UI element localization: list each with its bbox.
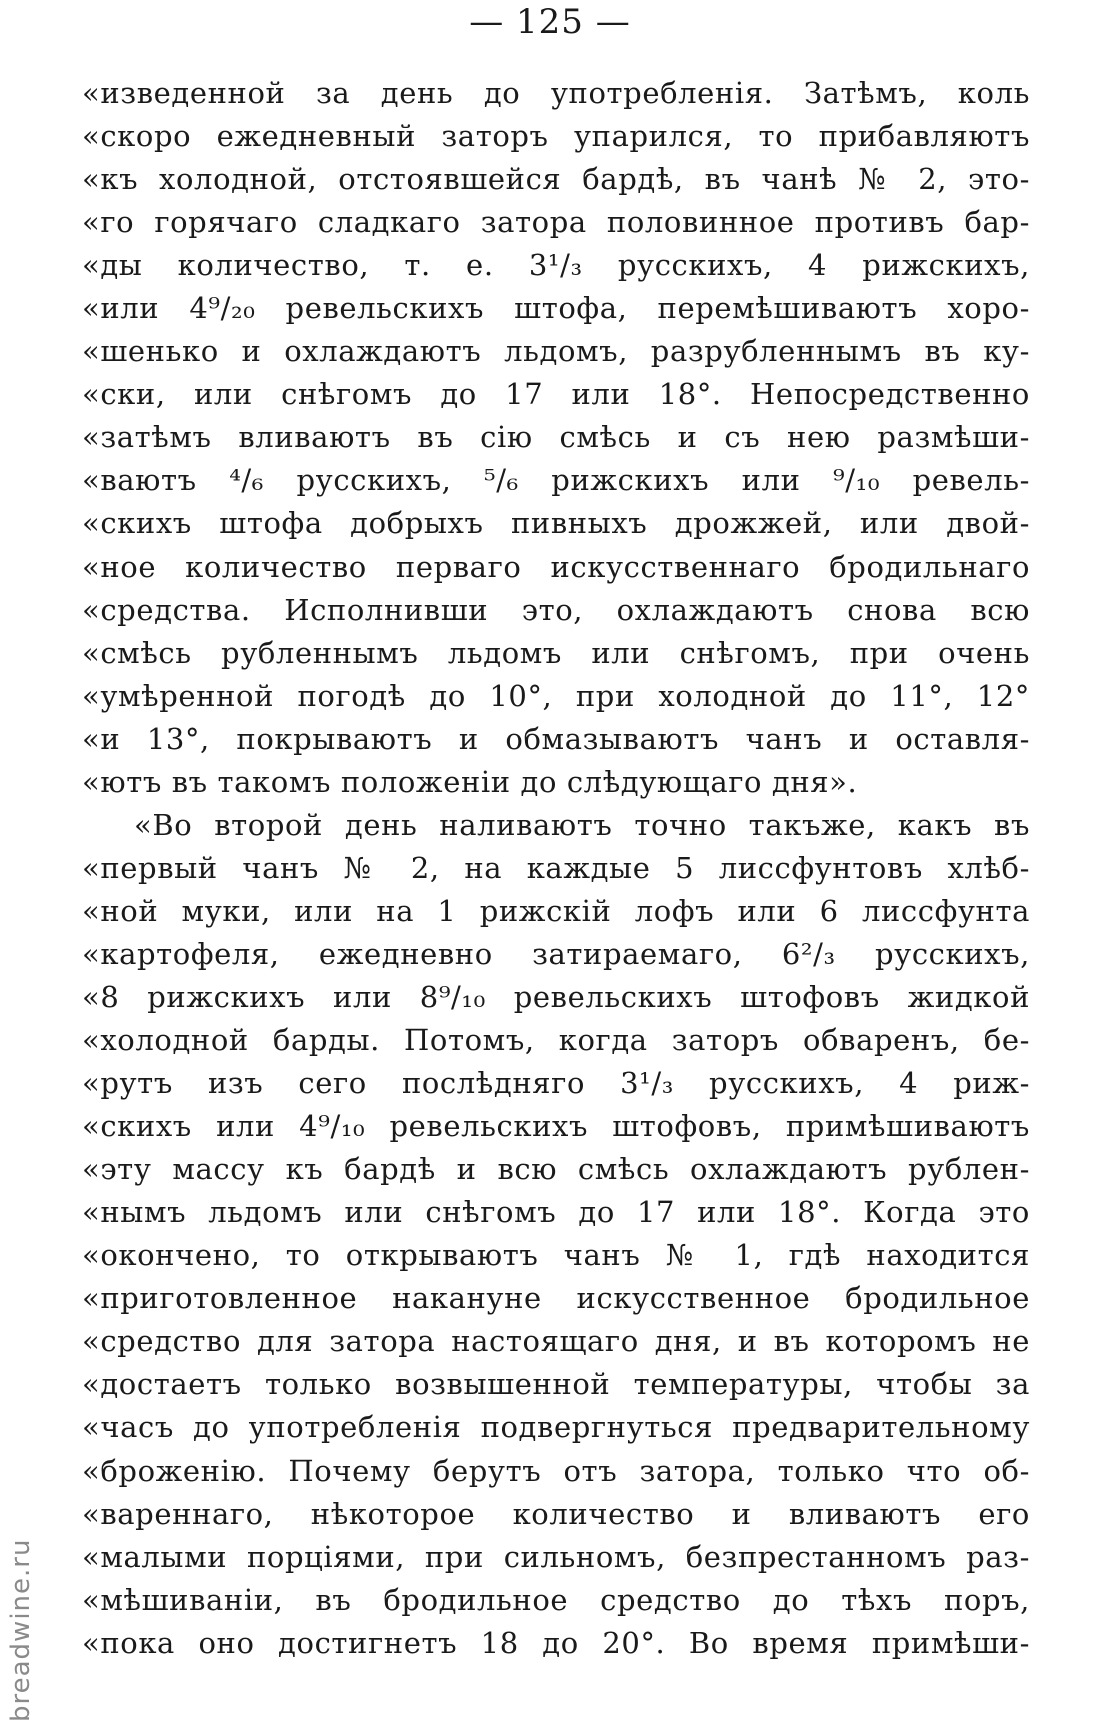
text-line: «шенько и охлаждаютъ льдомъ, разрубленнымъ въ ку- bbox=[82, 334, 1030, 369]
text-line: «умѣренной погодѣ до 10°, при холодной до 11°, 12° bbox=[82, 678, 1030, 713]
text-line: «изведенной за день до употребленія. Затѣмъ, коль bbox=[82, 76, 1030, 110]
text-line: «скихъ или 4⁹/₁₀ ревельскихъ штофовъ, примѣшиваютъ bbox=[82, 1109, 1030, 1144]
text-line: «ды количество, т. е. 3¹/₃ русскихъ, 4 рижскихъ, bbox=[82, 248, 1030, 283]
text-line: «рутъ изъ сего послѣдняго 3¹/₃ русскихъ, 4 риж- bbox=[82, 1066, 1030, 1101]
text-line: «часъ до употребленія подвергнуться предварительному bbox=[82, 1410, 1030, 1445]
text-line: «ски, или снѣгомъ до 17 или 18°. Непосредственно bbox=[82, 377, 1030, 412]
text-line: «8 рижскихъ или 8⁹/₁₀ ревельскихъ штофовъ жидкой bbox=[82, 979, 1030, 1014]
text-line: «скоро ежедневный затоpъ упарился, то прибавляютъ bbox=[82, 119, 1030, 154]
text-line: «нымъ льдомъ или снѣгомъ до 17 или 18°. Когда это bbox=[82, 1195, 1030, 1230]
text-line: «первый чанъ № 2, на каждые 5 лиссфунтовъ хлѣб- bbox=[82, 850, 1030, 885]
text-line: «ной муки, или на 1 рижскій лофъ или 6 лиссфунта bbox=[82, 893, 1030, 928]
page-number: — 125 — bbox=[469, 2, 631, 42]
text-line: «пока оно достигнетъ 18 до 20°. Во время примѣши- bbox=[82, 1625, 1030, 1660]
text-line: «вареннаго, нѣкоторое количество и вливаютъ его bbox=[82, 1496, 1030, 1531]
text-line: «холодной барды. Потомъ, когда затоpъ обваренъ, бе- bbox=[82, 1023, 1030, 1058]
body-text bbox=[82, 72, 1030, 1665]
text-line: «достаетъ только возвышенной температуры, чтобы за bbox=[82, 1367, 1030, 1402]
text-line: «эту массу къ бардѣ и всю смѣсь охлаждаютъ рублен- bbox=[82, 1152, 1030, 1187]
text-line: «средство для затора настоящаго дня, и въ которомъ не bbox=[82, 1324, 1030, 1359]
paragraph-end-line: «ютъ въ такомъ положеніи до слѣдующаго дня». bbox=[82, 764, 858, 799]
text-line: «къ холодной, отстоявшейся бардѣ, въ чанѣ № 2, это- bbox=[82, 162, 1030, 197]
text-line: «окончено, то открываютъ чанъ № 1, гдѣ находится bbox=[82, 1238, 1030, 1273]
text-line: «броженію. Почему берутъ отъ затора, только что об- bbox=[82, 1453, 1030, 1488]
text-line: «или 4⁹/₂₀ ревельскихъ штофа, перемѣшиваютъ хоро- bbox=[82, 291, 1030, 326]
text-line: «скихъ штофа добрыхъ пивныхъ дрожжей, или двой- bbox=[82, 506, 1030, 541]
text-line: «затѣмъ вливаютъ въ сію смѣсь и съ нею размѣши- bbox=[82, 420, 1030, 455]
text-line: «смѣсь рубленнымъ льдомъ или снѣгомъ, при очень bbox=[82, 635, 1030, 670]
site-watermark: breadwine.ru bbox=[6, 1538, 36, 1722]
text-line: «приготовленное накануне искусственное бродильное bbox=[82, 1281, 1030, 1316]
text-line: «го горячаго сладкаго затора половинное противъ бар- bbox=[82, 205, 1030, 240]
text-line: «ваютъ ⁴/₆ русскихъ, ⁵/₆ рижскихъ или ⁹/₁₀ ревель- bbox=[82, 463, 1030, 498]
text-line: «картофеля, ежедневно затираемаго, 6²/₃ русскихъ, bbox=[82, 936, 1030, 971]
text-line: «мѣшиваніи, въ бродильное средство до тѣхъ поръ, bbox=[82, 1582, 1030, 1617]
text-line: «малыми порціями, при сильномъ, безпрестанномъ раз- bbox=[82, 1539, 1030, 1574]
text-line: «и 13°, покрываютъ и обмазываютъ чанъ и оставля- bbox=[82, 721, 1030, 756]
text-line: «средства. Исполнивши это, охлаждаютъ снова всю bbox=[82, 592, 1030, 627]
paragraph-start-line: «Во второй день наливаютъ точно такъже, какъ въ bbox=[134, 807, 1030, 842]
text-line: «ное количество перваго искусственнаго бродильнаго bbox=[82, 549, 1030, 584]
